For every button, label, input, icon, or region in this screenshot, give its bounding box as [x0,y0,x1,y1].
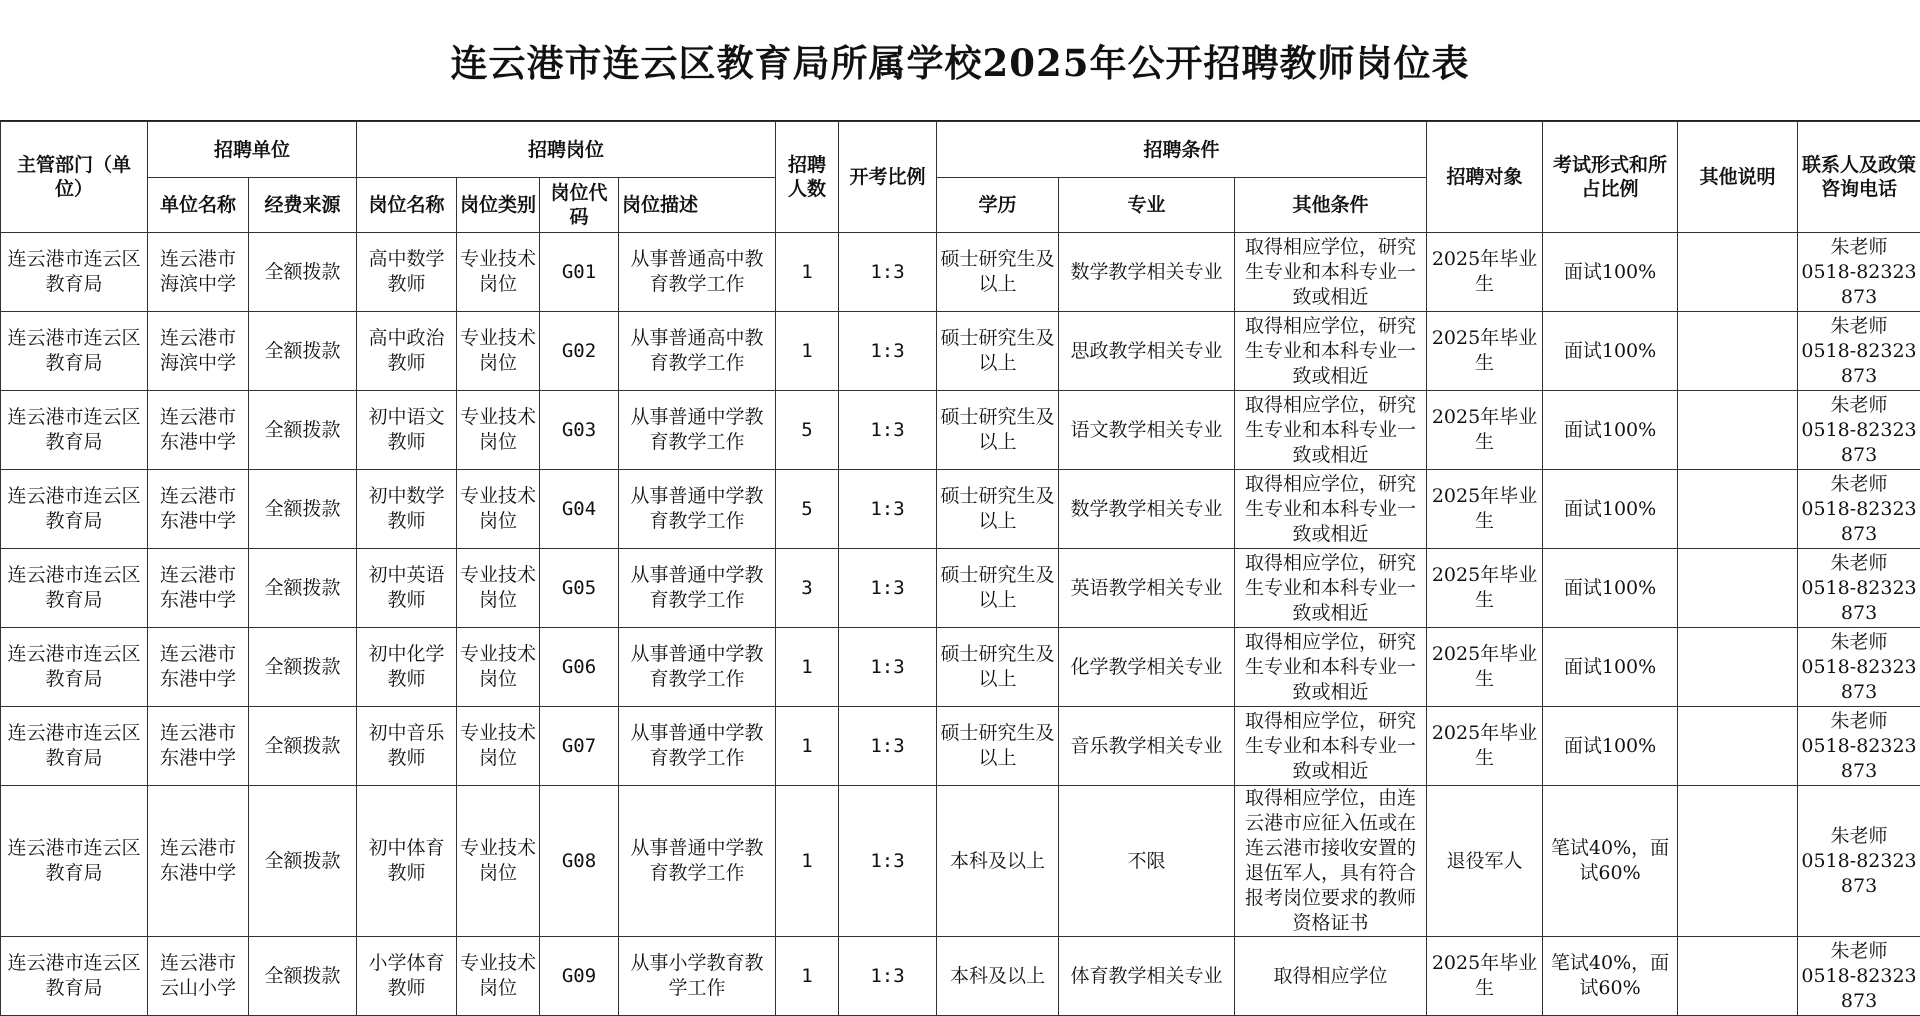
cell-code: G07 [540,707,619,786]
cell-edu: 硕士研究生及以上 [937,628,1059,707]
cell-target: 退役军人 [1427,786,1543,937]
cell-contact [1798,233,1920,312]
cell-target: 2025年毕业生 [1427,391,1543,470]
table-row [1,470,1920,549]
cell-contact [1798,391,1920,470]
table-row [1,391,1920,470]
recruitment-table [0,121,1920,1016]
header-post-type: 岗位类别 [457,178,540,233]
cell-ratio: 1:3 [839,391,937,470]
cell-post: 高中政治教师 [357,312,457,391]
cell-notes [1678,312,1798,391]
cell-funding: 全额拨款 [249,233,357,312]
cell-type: 专业技术岗位 [457,470,540,549]
cell-post: 小学体育教师 [357,937,457,1016]
cell-funding: 全额拨款 [249,549,357,628]
header-funding: 经费来源 [249,178,357,233]
contact-name: 朱老师 [1831,552,1888,574]
header-post-name: 岗位名称 [357,178,457,233]
cell-code: G01 [540,233,619,312]
contact-phone: 0518-82323873 [1801,735,1916,782]
header-unit-group: 招聘单位 [148,122,357,178]
cell-unit: 连云港市东港中学 [148,549,249,628]
cell-code: G03 [540,391,619,470]
header-other: 其他条件 [1235,178,1427,233]
cell-ratio: 1:3 [839,707,937,786]
cell-dept: 连云港市连云区教育局 [1,628,148,707]
title-row [0,0,1920,121]
header-count: 招聘人数 [776,122,839,233]
cell-dept: 连云港市连云区教育局 [1,312,148,391]
contact-name: 朱老师 [1831,473,1888,495]
cell-count: 1 [776,233,839,312]
cell-notes [1678,549,1798,628]
cell-edu: 硕士研究生及以上 [937,312,1059,391]
cell-type: 专业技术岗位 [457,707,540,786]
cell-major: 不限 [1059,786,1235,937]
cell-major: 思政教学相关专业 [1059,312,1235,391]
contact-name: 朱老师 [1831,315,1888,337]
cell-notes [1678,707,1798,786]
cell-unit: 连云港市东港中学 [148,470,249,549]
cell-major: 体育教学相关专业 [1059,937,1235,1016]
cell-count: 5 [776,470,839,549]
cell-code: G06 [540,628,619,707]
cell-major: 数学教学相关专业 [1059,233,1235,312]
cell-type: 专业技术岗位 [457,391,540,470]
cell-dept: 连云港市连云区教育局 [1,470,148,549]
cell-type: 专业技术岗位 [457,786,540,937]
cell-count: 1 [776,628,839,707]
cell-count: 1 [776,312,839,391]
contact-name: 朱老师 [1831,631,1888,653]
cell-notes [1678,391,1798,470]
cell-other: 取得相应学位，研究生专业和本科专业一致或相近 [1235,470,1427,549]
cell-count: 1 [776,707,839,786]
header-cond-group: 招聘条件 [937,122,1427,178]
cell-code: G05 [540,549,619,628]
header-post-desc: 岗位描述 [619,178,776,233]
cell-target: 2025年毕业生 [1427,549,1543,628]
cell-desc: 从事普通中学教育教学工作 [619,628,776,707]
cell-other: 取得相应学位 [1235,937,1427,1016]
contact-name: 朱老师 [1831,236,1888,258]
cell-exam: 笔试40%，面试60% [1543,786,1678,937]
cell-dept: 连云港市连云区教育局 [1,391,148,470]
cell-post: 初中化学教师 [357,628,457,707]
cell-count: 3 [776,549,839,628]
table-row [1,312,1920,391]
cell-code: G08 [540,786,619,937]
cell-unit: 连云港市东港中学 [148,391,249,470]
cell-other: 取得相应学位，研究生专业和本科专业一致或相近 [1235,707,1427,786]
cell-desc: 从事普通高中教育教学工作 [619,233,776,312]
header-post-group: 招聘岗位 [357,122,776,178]
cell-desc: 从事普通中学教育教学工作 [619,391,776,470]
cell-major: 音乐教学相关专业 [1059,707,1235,786]
cell-type: 专业技术岗位 [457,233,540,312]
cell-exam: 面试100% [1543,628,1678,707]
cell-contact [1798,312,1920,391]
cell-other: 取得相应学位，研究生专业和本科专业一致或相近 [1235,391,1427,470]
cell-unit: 连云港市东港中学 [148,707,249,786]
header-target: 招聘对象 [1427,122,1543,233]
cell-other: 取得相应学位，研究生专业和本科专业一致或相近 [1235,312,1427,391]
contact-name: 朱老师 [1831,394,1888,416]
cell-other: 取得相应学位，研究生专业和本科专业一致或相近 [1235,549,1427,628]
cell-unit: 连云港市海滨中学 [148,312,249,391]
cell-edu: 硕士研究生及以上 [937,391,1059,470]
header-unit-name: 单位名称 [148,178,249,233]
cell-major: 化学教学相关专业 [1059,628,1235,707]
cell-exam: 面试100% [1543,233,1678,312]
cell-dept: 连云港市连云区教育局 [1,707,148,786]
header-exam: 考试形式和所占比例 [1543,122,1678,233]
cell-other: 取得相应学位，由连云港市应征入伍或在连云港市接收安置的退伍军人，具有符合报考岗位要求的教师资格证书 [1235,786,1427,937]
cell-type: 专业技术岗位 [457,312,540,391]
cell-post: 初中英语教师 [357,549,457,628]
cell-ratio: 1:3 [839,312,937,391]
cell-edu: 硕士研究生及以上 [937,707,1059,786]
cell-target: 2025年毕业生 [1427,937,1543,1016]
table-row [1,628,1920,707]
cell-target: 2025年毕业生 [1427,233,1543,312]
cell-notes [1678,786,1798,937]
cell-unit: 连云港市东港中学 [148,628,249,707]
cell-other: 取得相应学位，研究生专业和本科专业一致或相近 [1235,233,1427,312]
header-post-code: 岗位代码 [540,178,619,233]
cell-type: 专业技术岗位 [457,628,540,707]
cell-major: 数学教学相关专业 [1059,470,1235,549]
contact-phone: 0518-82323873 [1801,419,1916,466]
cell-count: 5 [776,391,839,470]
cell-exam: 笔试40%，面试60% [1543,937,1678,1016]
cell-notes [1678,937,1798,1016]
cell-code: G09 [540,937,619,1016]
cell-contact [1798,937,1920,1016]
cell-dept: 连云港市连云区教育局 [1,549,148,628]
cell-post: 初中语文教师 [357,391,457,470]
cell-count: 1 [776,786,839,937]
cell-dept: 连云港市连云区教育局 [1,233,148,312]
page-title: 连云港市连云区教育局所属学校2025年公开招聘教师岗位表 [451,33,1470,87]
cell-contact [1798,549,1920,628]
cell-ratio: 1:3 [839,628,937,707]
cell-ratio: 1:3 [839,233,937,312]
cell-desc: 从事普通高中教育教学工作 [619,312,776,391]
cell-post: 初中体育教师 [357,786,457,937]
header-major: 专业 [1059,178,1235,233]
contact-phone: 0518-82323873 [1801,498,1916,545]
cell-target: 2025年毕业生 [1427,312,1543,391]
cell-ratio: 1:3 [839,470,937,549]
cell-dept: 连云港市连云区教育局 [1,937,148,1016]
cell-edu: 硕士研究生及以上 [937,233,1059,312]
table-row [1,549,1920,628]
cell-target: 2025年毕业生 [1427,628,1543,707]
contact-phone: 0518-82323873 [1801,340,1916,387]
cell-funding: 全额拨款 [249,707,357,786]
cell-dept: 连云港市连云区教育局 [1,786,148,937]
cell-desc: 从事普通中学教育教学工作 [619,549,776,628]
cell-unit: 连云港市东港中学 [148,786,249,937]
cell-code: G04 [540,470,619,549]
cell-notes [1678,233,1798,312]
table-row [1,937,1920,1016]
cell-desc: 从事普通中学教育教学工作 [619,786,776,937]
cell-desc: 从事普通中学教育教学工作 [619,470,776,549]
cell-exam: 面试100% [1543,312,1678,391]
cell-edu: 本科及以上 [937,937,1059,1016]
cell-post: 初中数学教师 [357,470,457,549]
cell-funding: 全额拨款 [249,628,357,707]
contact-phone: 0518-82323873 [1801,577,1916,624]
header-education: 学历 [937,178,1059,233]
cell-notes [1678,470,1798,549]
cell-other: 取得相应学位，研究生专业和本科专业一致或相近 [1235,628,1427,707]
contact-name: 朱老师 [1831,710,1888,732]
contact-phone: 0518-82323873 [1801,656,1916,703]
cell-count: 1 [776,937,839,1016]
cell-target: 2025年毕业生 [1427,470,1543,549]
cell-post: 初中音乐教师 [357,707,457,786]
cell-exam: 面试100% [1543,549,1678,628]
cell-funding: 全额拨款 [249,391,357,470]
contact-name: 朱老师 [1831,825,1888,847]
cell-ratio: 1:3 [839,937,937,1016]
contact-phone: 0518-82323873 [1801,261,1916,308]
cell-type: 专业技术岗位 [457,549,540,628]
cell-exam: 面试100% [1543,391,1678,470]
cell-post: 高中数学教师 [357,233,457,312]
cell-ratio: 1:3 [839,786,937,937]
cell-contact [1798,470,1920,549]
cell-major: 英语教学相关专业 [1059,549,1235,628]
cell-contact [1798,707,1920,786]
cell-funding: 全额拨款 [249,937,357,1016]
contact-phone: 0518-82323873 [1801,850,1916,897]
cell-exam: 面试100% [1543,707,1678,786]
cell-funding: 全额拨款 [249,470,357,549]
cell-edu: 硕士研究生及以上 [937,470,1059,549]
table-row [1,233,1920,312]
cell-desc: 从事普通中学教育教学工作 [619,707,776,786]
contact-phone: 0518-82323873 [1801,965,1916,1012]
cell-desc: 从事小学教育教学工作 [619,937,776,1016]
cell-unit: 连云港市海滨中学 [148,233,249,312]
cell-funding: 全额拨款 [249,312,357,391]
table-row [1,707,1920,786]
cell-target: 2025年毕业生 [1427,707,1543,786]
cell-contact [1798,786,1920,937]
cell-edu: 硕士研究生及以上 [937,549,1059,628]
cell-edu: 本科及以上 [937,786,1059,937]
cell-ratio: 1:3 [839,549,937,628]
cell-code: G02 [540,312,619,391]
cell-funding: 全额拨款 [249,786,357,937]
header-notes: 其他说明 [1678,122,1798,233]
table-row [1,786,1920,937]
cell-exam: 面试100% [1543,470,1678,549]
header-contact: 联系人及政策咨询电话 [1798,122,1920,233]
contact-name: 朱老师 [1831,940,1888,962]
header-ratio: 开考比例 [839,122,937,233]
header-dept: 主管部门（单位） [1,122,148,233]
cell-contact [1798,628,1920,707]
cell-unit: 连云港市云山小学 [148,937,249,1016]
cell-type: 专业技术岗位 [457,937,540,1016]
cell-notes [1678,628,1798,707]
cell-major: 语文教学相关专业 [1059,391,1235,470]
